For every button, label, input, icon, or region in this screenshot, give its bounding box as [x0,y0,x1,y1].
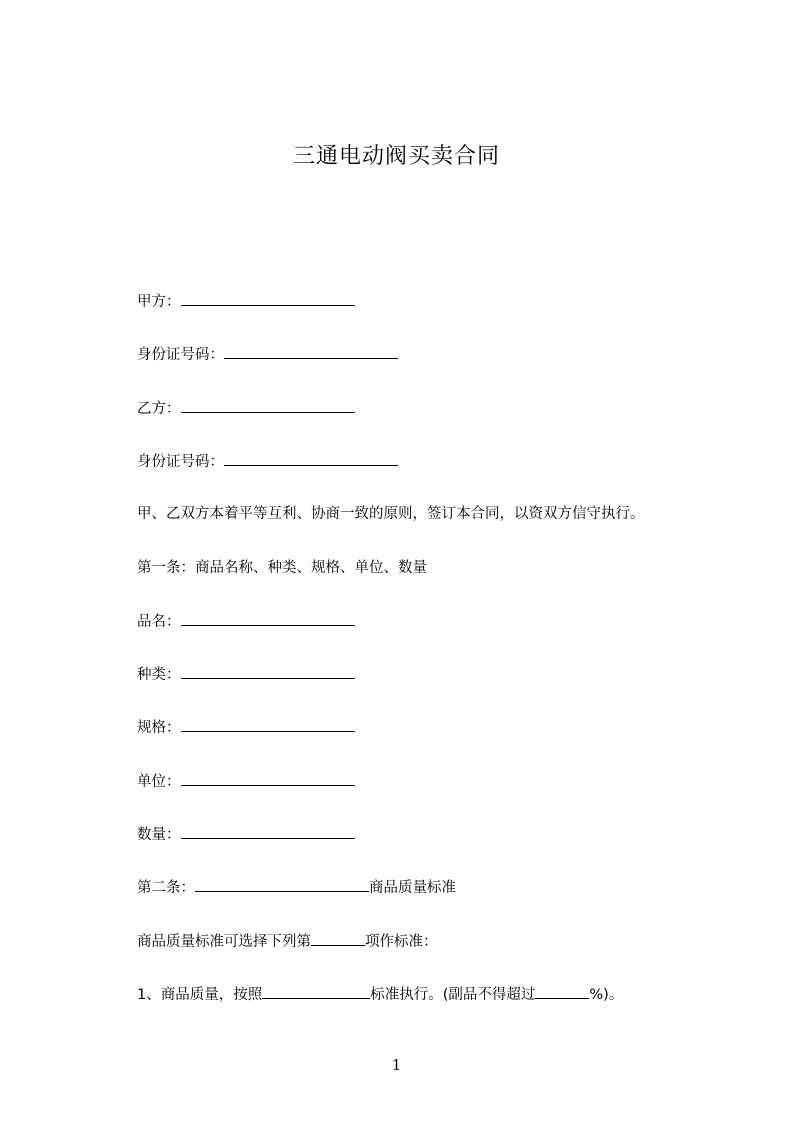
quantity-blank[interactable] [181,824,355,839]
spec-label: 规格： [137,720,181,736]
item1-middle: 标准执行。(副品不得超过 [370,987,536,1003]
party-a-id-label: 身份证号码： [137,347,224,363]
category-line [137,664,355,685]
quality-options-line [137,931,438,952]
quality-options-prefix: 商品质量标准可选择下列第 [137,934,311,950]
party-a-blank[interactable] [181,291,355,306]
page-number: 1 [391,1056,402,1074]
article1-heading: 第一条：商品名称、种类、规格、单位、数量 [137,560,427,576]
product-name-label: 品名： [137,614,181,630]
party-b-id-line [137,451,398,472]
spec-blank[interactable] [181,717,355,732]
product-name-blank[interactable] [181,611,355,626]
article2-blank[interactable] [195,877,369,892]
item1-standard-blank[interactable] [262,984,370,999]
party-b-line [137,398,355,419]
category-label: 种类： [137,667,181,683]
document-title: 三通电动阀买卖合同 [292,144,500,169]
item1-line [137,984,623,1005]
quantity-line [137,824,355,845]
party-a-label: 甲方： [137,294,181,310]
article2-suffix: 商品质量标准 [369,880,456,896]
item1-prefix: 1、商品质量，按照 [137,987,263,1003]
spec-line [137,717,355,738]
party-a-line [137,291,355,312]
unit-blank[interactable] [181,771,355,786]
unit-line [137,771,355,792]
party-b-blank[interactable] [181,398,355,413]
party-a-id-line [137,344,398,365]
category-blank[interactable] [181,664,355,679]
quantity-label: 数量： [137,827,181,843]
article2-prefix: 第二条： [137,880,195,896]
item1-percent-blank[interactable] [535,984,589,999]
party-a-id-blank[interactable] [224,344,398,359]
quality-option-blank[interactable] [311,931,365,946]
preamble-paragraph: 甲、乙双方本着平等互利、协商一致的原则，签订本合同，以资双方信守执行。 [137,506,645,522]
product-name-line [137,611,355,632]
quality-options-suffix: 项作标准： [365,934,438,950]
article2-line [137,877,456,898]
item1-suffix: %)。 [589,987,624,1003]
party-b-label: 乙方： [137,401,181,417]
party-b-id-label: 身份证号码： [137,454,224,470]
party-b-id-blank[interactable] [224,451,398,466]
unit-label: 单位： [137,774,181,790]
